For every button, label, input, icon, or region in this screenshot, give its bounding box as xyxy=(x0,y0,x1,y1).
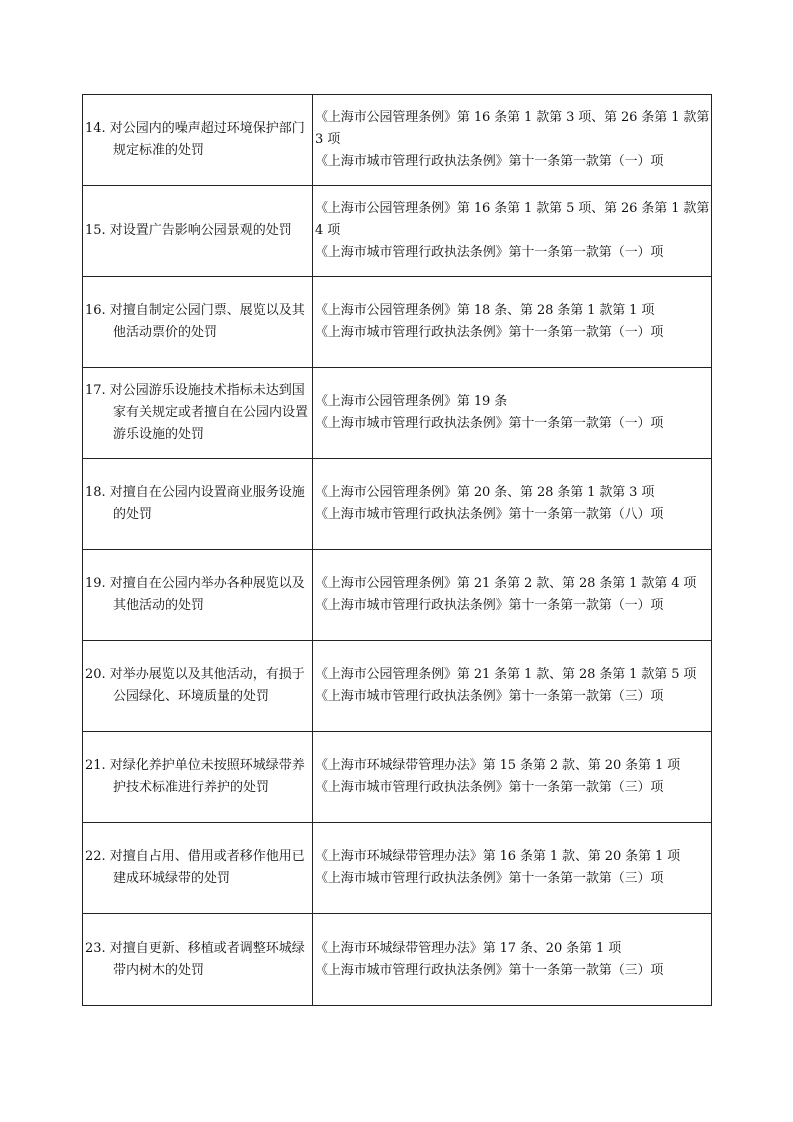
legal-basis-cell xyxy=(313,550,712,641)
legal-basis-line: 《上海市城市管理行政执法条例》第十一条第一款第（一）项 xyxy=(315,598,664,613)
penalty-item-cell xyxy=(83,641,313,732)
legal-basis-line: 《上海市城市管理行政执法条例》第十一条第一款第（三）项 xyxy=(315,871,664,886)
legal-basis-line: 《上海市城市管理行政执法条例》第十一条第一款第（八）项 xyxy=(315,507,664,522)
legal-basis-cell xyxy=(313,368,712,459)
penalty-item-text: 22. 对擅自占用、借用或者移作他用已建成环城绿带的处罚 xyxy=(85,849,305,886)
table-body xyxy=(83,95,712,1006)
table-row xyxy=(83,459,712,550)
legal-basis-cell xyxy=(313,914,712,1006)
legal-basis-line: 《上海市城市管理行政执法条例》第十一条第一款第（一）项 xyxy=(315,154,664,169)
legal-basis-line: 《上海市城市管理行政执法条例》第十一条第一款第（三）项 xyxy=(315,689,664,704)
legal-basis-line: 《上海市城市管理行政执法条例》第十一条第一款第（一）项 xyxy=(315,325,664,340)
penalty-item-cell xyxy=(83,914,313,1006)
legal-basis-line: 《上海市城市管理行政执法条例》第十一条第一款第（一）项 xyxy=(315,245,664,260)
table-row xyxy=(83,277,712,368)
table-row xyxy=(83,95,712,186)
legal-basis-cell xyxy=(313,95,712,186)
penalty-item-text: 20. 对举办展览以及其他活动，有损于公园绿化、环境质量的处罚 xyxy=(85,667,305,704)
legal-basis-cell xyxy=(313,186,712,277)
penalty-item-text: 18. 对擅自在公园内设置商业服务设施的处罚 xyxy=(85,485,305,522)
penalty-item-text: 23. 对擅自更新、移植或者调整环城绿带内树木的处罚 xyxy=(85,940,305,978)
penalty-item-cell xyxy=(83,459,313,550)
penalty-item-text: 14. 对公园内的噪声超过环境保护部门规定标准的处罚 xyxy=(85,121,305,158)
table-row xyxy=(83,368,712,459)
legal-basis-line: 《上海市公园管理条例》第 18 条、第 28 条第 1 款第 1 项 xyxy=(315,303,655,318)
legal-basis-line: 《上海市公园管理条例》第 21 条第 2 款、第 28 条第 1 款第 4 项 xyxy=(315,576,697,591)
penalty-item-cell xyxy=(83,95,313,186)
legal-basis-cell xyxy=(313,277,712,368)
penalty-item-text: 21. 对绿化养护单位未按照环城绿带养护技术标准进行养护的处罚 xyxy=(85,758,305,795)
legal-basis-line: 《上海市环城绿带管理办法》第 15 条第 2 款、第 20 条第 1 项 xyxy=(315,758,681,773)
legal-basis-line: 《上海市城市管理行政执法条例》第十一条第一款第（三）项 xyxy=(315,962,664,978)
penalty-item-text: 19. 对擅自在公园内举办各种展览以及其他活动的处罚 xyxy=(85,576,305,613)
legal-basis-line: 《上海市城市管理行政执法条例》第十一条第一款第（一）项 xyxy=(315,416,664,431)
penalty-item-cell xyxy=(83,550,313,641)
penalty-item-text: 15. 对设置广告影响公园景观的处罚 xyxy=(85,223,292,238)
penalty-item-cell xyxy=(83,732,313,823)
penalty-item-cell xyxy=(83,823,313,914)
table-row xyxy=(83,914,712,1006)
legal-basis-line: 《上海市城市管理行政执法条例》第十一条第一款第（三）项 xyxy=(315,780,664,795)
table-row xyxy=(83,732,712,823)
legal-basis-line: 《上海市公园管理条例》第 16 条第 1 款第 3 项、第 26 条第 1 款第 3 项 xyxy=(315,110,710,147)
legal-basis-line: 《上海市公园管理条例》第 20 条、第 28 条第 1 款第 3 项 xyxy=(315,485,655,500)
legal-basis-line: 《上海市环城绿带管理办法》第 16 条第 1 款、第 20 条第 1 项 xyxy=(315,849,681,864)
legal-basis-cell xyxy=(313,641,712,732)
penalty-item-text: 17. 对公园游乐设施技术指标未达到国家有关规定或者擅自在公园内设置游乐设施的处罚 xyxy=(85,383,309,442)
legal-basis-line: 《上海市公园管理条例》第 21 条第 1 款、第 28 条第 1 款第 5 项 xyxy=(315,667,697,682)
legal-basis-line: 《上海市环城绿带管理办法》第 17 条、20 条第 1 项 xyxy=(315,940,622,956)
penalty-item-text: 16. 对擅自制定公园门票、展览以及其他活动票价的处罚 xyxy=(85,303,305,340)
penalty-item-cell xyxy=(83,277,313,368)
penalty-item-cell xyxy=(83,186,313,277)
table-row xyxy=(83,550,712,641)
legal-basis-line: 《上海市公园管理条例》第 16 条第 1 款第 5 项、第 26 条第 1 款第 4 项 xyxy=(315,201,710,238)
table-row xyxy=(83,823,712,914)
table-row xyxy=(83,641,712,732)
table-row xyxy=(83,186,712,277)
legal-basis-cell xyxy=(313,732,712,823)
legal-basis-line: 《上海市公园管理条例》第 19 条 xyxy=(315,394,508,409)
penalty-item-cell xyxy=(83,368,313,459)
legal-basis-cell xyxy=(313,459,712,550)
penalty-basis-table xyxy=(82,94,712,1006)
legal-basis-cell xyxy=(313,823,712,914)
